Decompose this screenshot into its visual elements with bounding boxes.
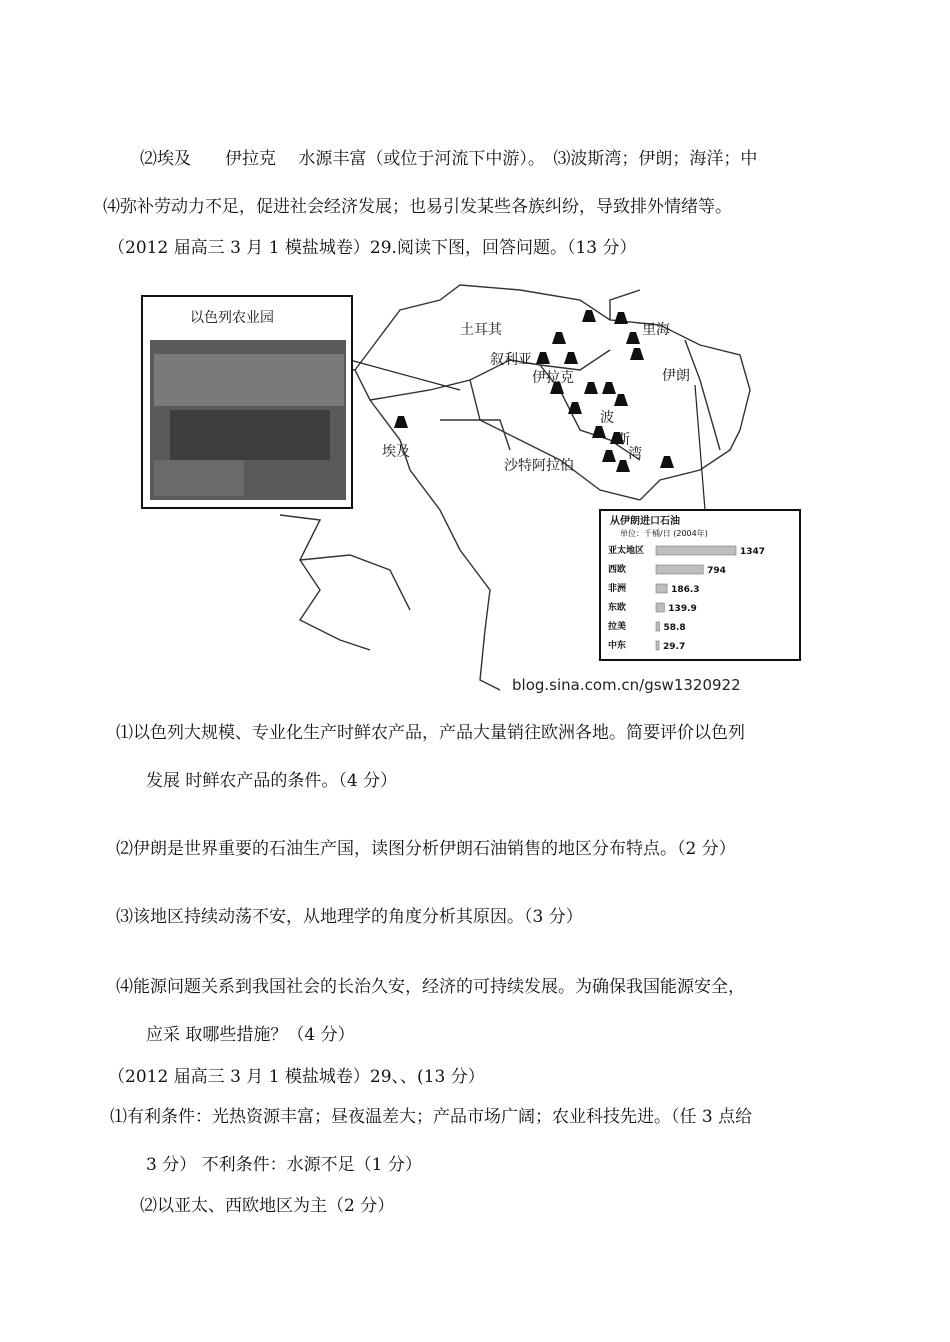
oil-import-chart xyxy=(600,510,800,660)
watermark: blog.sina.com.cn/gsw1320922 xyxy=(512,676,741,694)
label-gulf-2: 斯 xyxy=(616,432,630,448)
map-svg xyxy=(140,270,820,700)
answer-2: ⑵以亚太、西欧地区为主（2 分） xyxy=(140,1196,395,1216)
question-2: ⑵伊朗是世界重要的石油生产国，读图分析伊朗石油销售的地区分布特点。（2 分） xyxy=(116,839,736,859)
chart-bar xyxy=(656,603,664,612)
chart-unit: 单位：千桶/日 (2004年) xyxy=(620,529,708,538)
chart-bar xyxy=(656,622,659,631)
label-gulf-1: 波 xyxy=(600,410,614,426)
chart-value-label: 794 xyxy=(707,566,726,576)
chart-value-label: 29.7 xyxy=(663,642,686,652)
chart-category-label: 非洲 xyxy=(608,584,627,594)
label-egypt: 埃及 xyxy=(382,444,410,460)
answer-prev-line-1: ⑵埃及 伊拉克 水源丰富（或位于河流下中游）。 ⑶波斯湾；伊朗；海洋；中 xyxy=(140,149,758,169)
label-syria: 叙利亚 xyxy=(490,352,532,368)
chart-bar xyxy=(656,546,736,555)
chart-category-label: 东欧 xyxy=(608,603,627,613)
chart-value-label: 186.3 xyxy=(671,585,700,595)
label-gulf-3: 湾 xyxy=(628,446,642,462)
answer-1-line-2: 3 分） 不利条件：水源不足（1 分） xyxy=(146,1155,422,1175)
chart-category-label: 西欧 xyxy=(608,565,627,575)
question-3: ⑶该地区持续动荡不安，从地理学的角度分析其原因。（3 分） xyxy=(116,907,583,927)
chart-value-label: 58.8 xyxy=(663,623,686,633)
chart-category-label: 拉美 xyxy=(608,622,627,632)
label-turkey: 土耳其 xyxy=(460,322,502,338)
photo-inset xyxy=(142,296,352,508)
question-header: （2012 届高三 3 月 1 模盐城卷）29.阅读下图，回答问题。（13 分） xyxy=(108,238,637,258)
question-1-line-1: ⑴以色列大规模、专业化生产时鲜农产品，产品大量销往欧洲各地。简要评价以色列 xyxy=(116,723,745,743)
chart-bar xyxy=(656,641,659,650)
chart-value-label: 1347 xyxy=(740,547,766,557)
chart-title: 从伊朗进口石油 xyxy=(610,516,680,527)
chart-bar xyxy=(656,584,667,593)
answer-header: （2012 届高三 3 月 1 模盐城卷）29、、(13 分） xyxy=(108,1067,485,1087)
map-figure xyxy=(140,270,820,700)
answer-prev-line-2: ⑷弥补劳动力不足，促进社会经济发展；也易引发某些各族纠纷，导致排外情绪等。 xyxy=(103,197,732,217)
label-caspian: 里海 xyxy=(642,322,670,338)
chart-value-label: 139.9 xyxy=(668,604,697,614)
label-iran: 伊朗 xyxy=(662,368,690,384)
chart-category-label: 亚太地区 xyxy=(608,546,645,556)
answer-1-line-1: ⑴有利条件：光热资源丰富；昼夜温差大；产品市场广阔；农业科技先进。（任 3 点给 xyxy=(110,1107,753,1127)
question-4-line-2: 应采 取哪些措施？（4 分） xyxy=(146,1025,355,1045)
chart-category-label: 中东 xyxy=(608,641,627,651)
chart-bar xyxy=(656,565,703,574)
label-iraq: 伊拉克 xyxy=(532,370,574,386)
photo-title: 以色列农业园 xyxy=(190,310,274,326)
question-1-line-2: 发展 时鲜农产品的条件。（4 分） xyxy=(146,771,398,791)
question-4-line-1: ⑷能源问题关系到我国社会的长治久安，经济的可持续发展。为确保我国能源安全， xyxy=(116,977,745,997)
label-saudi: 沙特阿拉伯 xyxy=(504,458,574,474)
